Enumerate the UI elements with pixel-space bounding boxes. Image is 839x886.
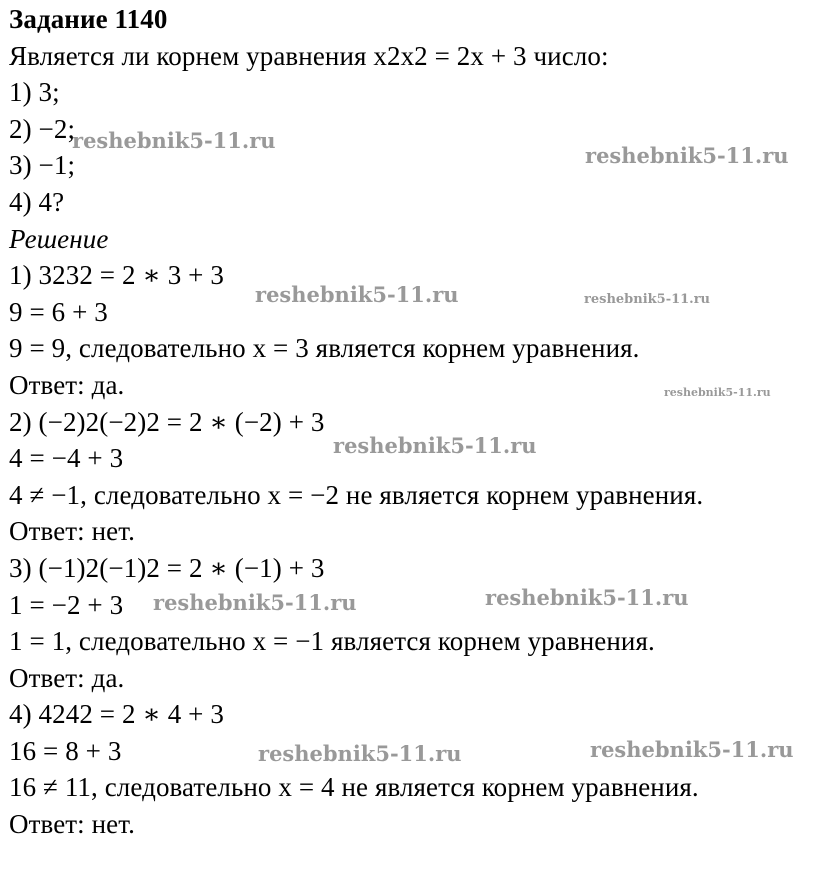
step-3-simplified: 1 = −2 + 3 — [9, 589, 124, 620]
step-2-answer: Ответ: нет. — [9, 516, 135, 547]
step-4-simplified: 16 = 8 + 3 — [9, 735, 122, 766]
step-4-conclusion: 16 ≠ 11, следовательно x = 4 не является корнем уравнения. — [9, 772, 699, 803]
watermark: reshebnik5-11.ru — [585, 143, 789, 168]
option-3: 3) −1; — [9, 150, 76, 181]
watermark: reshebnik5-11.ru — [485, 585, 689, 610]
step-2-conclusion: 4 ≠ −1, следовательно x = −2 не является корнем уравнения. — [9, 479, 704, 510]
step-3-answer: Ответ: да. — [9, 662, 125, 693]
step-1-simplified: 9 = 6 + 3 — [9, 296, 108, 327]
watermark: reshebnik5-11.ru — [255, 282, 459, 307]
step-2-equation: 2) (−2)2(−2)2 = 2 ∗ (−2) + 3 — [9, 406, 325, 437]
task-title: Задание 1140 — [9, 4, 168, 34]
step-4-answer: Ответ: нет. — [9, 809, 135, 840]
watermark: reshebnik5-11.ru — [72, 128, 276, 153]
step-3-conclusion: 1 = 1, следовательно x = −1 является корнем уравнения. — [9, 626, 655, 657]
option-1: 1) 3; — [9, 77, 60, 108]
step-2-simplified: 4 = −4 + 3 — [9, 443, 124, 474]
solution-heading: Решение — [9, 223, 109, 254]
solution-document — [9, 1, 837, 843]
option-4: 4) 4? — [9, 186, 65, 217]
watermark: reshebnik5-11.ru — [590, 737, 794, 762]
option-2: 2) −2; — [9, 113, 76, 144]
step-1-equation: 1) 3232 = 2 ∗ 3 + 3 — [9, 260, 224, 291]
step-1-conclusion: 9 = 9, следовательно x = 3 является корнем уравнения. — [9, 333, 640, 364]
watermark: reshebnik5-11.ru — [333, 433, 537, 458]
watermark: reshebnik5-11.ru — [258, 741, 462, 766]
question-text: Является ли корнем уравнения x2x2 = 2x + 3 число: — [9, 40, 609, 71]
watermark: reshebnik5-11.ru — [584, 292, 711, 307]
watermark: reshebnik5-11.ru — [664, 386, 771, 399]
step-3-equation: 3) (−1)2(−1)2 = 2 ∗ (−1) + 3 — [9, 552, 325, 583]
step-1-answer: Ответ: да. — [9, 369, 125, 400]
watermark: reshebnik5-11.ru — [153, 590, 357, 615]
step-4-equation: 4) 4242 = 2 ∗ 4 + 3 — [9, 699, 224, 730]
